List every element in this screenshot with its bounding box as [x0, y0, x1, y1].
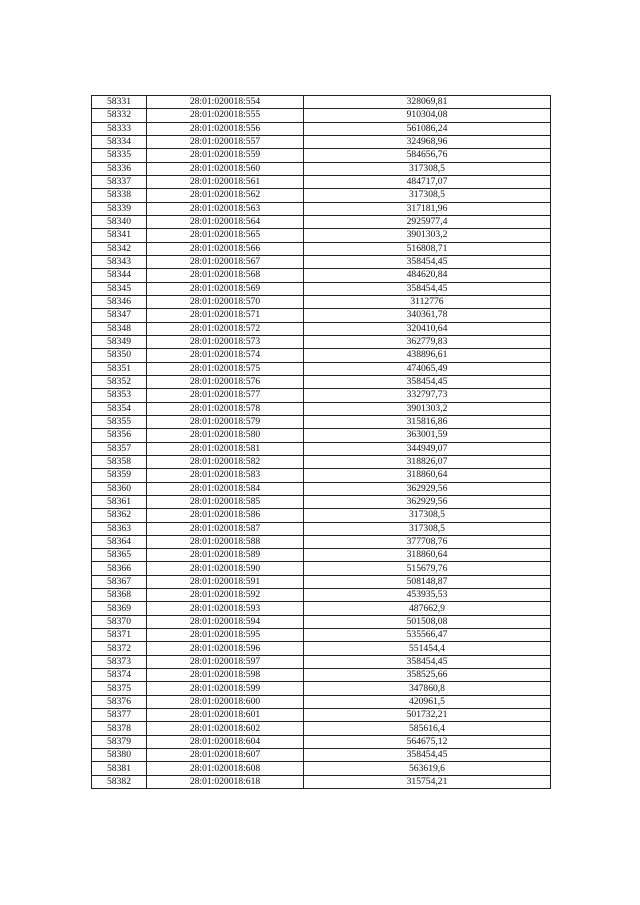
value-cell: 318860,64	[304, 469, 551, 482]
table-row	[92, 642, 551, 655]
table-row	[92, 135, 551, 148]
value-cell: 320410,64	[304, 322, 551, 335]
table-row	[92, 322, 551, 335]
table-row	[92, 96, 551, 109]
cadastral-number-cell: 28:01:020018:618	[147, 775, 304, 788]
table-row	[92, 375, 551, 388]
row-number-cell: 58350	[92, 349, 147, 362]
value-cell: 585616,4	[304, 722, 551, 735]
value-cell: 344949,07	[304, 442, 551, 455]
value-cell: 501732,21	[304, 709, 551, 722]
cadastral-number-cell: 28:01:020018:586	[147, 509, 304, 522]
value-cell: 535566,47	[304, 629, 551, 642]
row-number-cell: 58363	[92, 522, 147, 535]
cadastral-number-cell: 28:01:020018:593	[147, 602, 304, 615]
table-row	[92, 762, 551, 775]
row-number-cell: 58333	[92, 122, 147, 135]
table-row	[92, 509, 551, 522]
cadastral-number-cell: 28:01:020018:599	[147, 682, 304, 695]
row-number-cell: 58332	[92, 109, 147, 122]
row-number-cell: 58381	[92, 762, 147, 775]
value-cell: 910304,08	[304, 109, 551, 122]
table-row	[92, 575, 551, 588]
row-number-cell: 58357	[92, 442, 147, 455]
value-cell: 3901303,2	[304, 229, 551, 242]
cadastral-number-cell: 28:01:020018:579	[147, 415, 304, 428]
table-row	[92, 482, 551, 495]
value-cell: 501508,08	[304, 615, 551, 628]
value-cell: 420961,5	[304, 695, 551, 708]
row-number-cell: 58342	[92, 242, 147, 255]
cadastral-number-cell: 28:01:020018:556	[147, 122, 304, 135]
table-row	[92, 189, 551, 202]
table-row	[92, 242, 551, 255]
table-row	[92, 175, 551, 188]
value-cell: 584656,76	[304, 149, 551, 162]
row-number-cell: 58345	[92, 282, 147, 295]
value-cell: 358454,45	[304, 375, 551, 388]
row-number-cell: 58335	[92, 149, 147, 162]
table-row	[92, 535, 551, 548]
value-cell: 315754,21	[304, 775, 551, 788]
table-row	[92, 735, 551, 748]
table-row	[92, 349, 551, 362]
table-row	[92, 229, 551, 242]
row-number-cell: 58338	[92, 189, 147, 202]
cadastral-number-cell: 28:01:020018:576	[147, 375, 304, 388]
row-number-cell: 58375	[92, 682, 147, 695]
table-row	[92, 162, 551, 175]
table-row	[92, 122, 551, 135]
table-row	[92, 469, 551, 482]
row-number-cell: 58374	[92, 669, 147, 682]
table-row	[92, 149, 551, 162]
table-row	[92, 429, 551, 442]
value-cell: 453935,53	[304, 589, 551, 602]
table-row	[92, 655, 551, 668]
row-number-cell: 58365	[92, 549, 147, 562]
value-cell: 317308,5	[304, 522, 551, 535]
cadastral-number-cell: 28:01:020018:602	[147, 722, 304, 735]
table-row	[92, 415, 551, 428]
value-cell: 358454,45	[304, 749, 551, 762]
value-cell: 317308,5	[304, 162, 551, 175]
value-cell: 358454,45	[304, 255, 551, 268]
cadastral-number-cell: 28:01:020018:568	[147, 269, 304, 282]
cadastral-number-cell: 28:01:020018:594	[147, 615, 304, 628]
table-row	[92, 775, 551, 788]
table-row	[92, 695, 551, 708]
row-number-cell: 58370	[92, 615, 147, 628]
value-cell: 315816,86	[304, 415, 551, 428]
cadastral-number-cell: 28:01:020018:582	[147, 455, 304, 468]
row-number-cell: 58344	[92, 269, 147, 282]
cadastral-number-cell: 28:01:020018:574	[147, 349, 304, 362]
cadastral-number-cell: 28:01:020018:561	[147, 175, 304, 188]
row-number-cell: 58339	[92, 202, 147, 215]
table-row	[92, 269, 551, 282]
row-number-cell: 58378	[92, 722, 147, 735]
value-cell: 551454,4	[304, 642, 551, 655]
table-row	[92, 629, 551, 642]
table-row	[92, 455, 551, 468]
value-cell: 358525,66	[304, 669, 551, 682]
cadastral-number-cell: 28:01:020018:559	[147, 149, 304, 162]
value-cell: 318826,07	[304, 455, 551, 468]
cadastral-number-cell: 28:01:020018:607	[147, 749, 304, 762]
row-number-cell: 58377	[92, 709, 147, 722]
table-row	[92, 562, 551, 575]
table-body	[92, 96, 551, 789]
table-row	[92, 215, 551, 228]
row-number-cell: 58331	[92, 96, 147, 109]
table-row	[92, 402, 551, 415]
value-cell: 317308,5	[304, 509, 551, 522]
table-row	[92, 589, 551, 602]
row-number-cell: 58359	[92, 469, 147, 482]
value-cell: 516808,71	[304, 242, 551, 255]
cadastral-number-cell: 28:01:020018:554	[147, 96, 304, 109]
cadastral-number-cell: 28:01:020018:565	[147, 229, 304, 242]
value-cell: 438896,61	[304, 349, 551, 362]
cadastral-number-cell: 28:01:020018:572	[147, 322, 304, 335]
cadastral-number-cell: 28:01:020018:575	[147, 362, 304, 375]
row-number-cell: 58376	[92, 695, 147, 708]
value-cell: 561086,24	[304, 122, 551, 135]
table-row	[92, 295, 551, 308]
cadastral-number-cell: 28:01:020018:562	[147, 189, 304, 202]
value-cell: 363001,59	[304, 429, 551, 442]
table-row	[92, 669, 551, 682]
cadastral-number-cell: 28:01:020018:564	[147, 215, 304, 228]
row-number-cell: 58349	[92, 335, 147, 348]
cadastral-number-cell: 28:01:020018:573	[147, 335, 304, 348]
table-row	[92, 309, 551, 322]
cadastral-number-cell: 28:01:020018:588	[147, 535, 304, 548]
cadastral-number-cell: 28:01:020018:597	[147, 655, 304, 668]
value-cell: 358454,45	[304, 282, 551, 295]
value-cell: 564675,12	[304, 735, 551, 748]
row-number-cell: 58346	[92, 295, 147, 308]
value-cell: 377708,76	[304, 535, 551, 548]
cadastral-number-cell: 28:01:020018:583	[147, 469, 304, 482]
table-row	[92, 749, 551, 762]
cadastral-number-cell: 28:01:020018:596	[147, 642, 304, 655]
cadastral-number-cell: 28:01:020018:608	[147, 762, 304, 775]
row-number-cell: 58371	[92, 629, 147, 642]
value-cell: 3901303,2	[304, 402, 551, 415]
cadastral-number-cell: 28:01:020018:600	[147, 695, 304, 708]
table-row	[92, 109, 551, 122]
table-row	[92, 722, 551, 735]
cadastral-number-cell: 28:01:020018:560	[147, 162, 304, 175]
cadastral-number-cell: 28:01:020018:587	[147, 522, 304, 535]
cadastral-number-cell: 28:01:020018:584	[147, 482, 304, 495]
cadastral-number-cell: 28:01:020018:569	[147, 282, 304, 295]
cadastral-number-cell: 28:01:020018:601	[147, 709, 304, 722]
cadastral-value-table	[91, 95, 551, 789]
row-number-cell: 58366	[92, 562, 147, 575]
row-number-cell: 58379	[92, 735, 147, 748]
cadastral-number-cell: 28:01:020018:595	[147, 629, 304, 642]
value-cell: 317308,5	[304, 189, 551, 202]
cadastral-number-cell: 28:01:020018:592	[147, 589, 304, 602]
table-row	[92, 335, 551, 348]
value-cell: 487662,9	[304, 602, 551, 615]
value-cell: 515679,76	[304, 562, 551, 575]
table-row	[92, 709, 551, 722]
value-cell: 563619,6	[304, 762, 551, 775]
value-cell: 317181,96	[304, 202, 551, 215]
table-row	[92, 495, 551, 508]
table-row	[92, 442, 551, 455]
row-number-cell: 58356	[92, 429, 147, 442]
value-cell: 3112776	[304, 295, 551, 308]
cadastral-number-cell: 28:01:020018:571	[147, 309, 304, 322]
row-number-cell: 58360	[92, 482, 147, 495]
table-row	[92, 549, 551, 562]
value-cell: 508148,87	[304, 575, 551, 588]
row-number-cell: 58340	[92, 215, 147, 228]
cadastral-number-cell: 28:01:020018:590	[147, 562, 304, 575]
cadastral-number-cell: 28:01:020018:581	[147, 442, 304, 455]
row-number-cell: 58354	[92, 402, 147, 415]
value-cell: 362929,56	[304, 482, 551, 495]
value-cell: 362779,83	[304, 335, 551, 348]
row-number-cell: 58343	[92, 255, 147, 268]
row-number-cell: 58336	[92, 162, 147, 175]
table-row	[92, 282, 551, 295]
row-number-cell: 58368	[92, 589, 147, 602]
row-number-cell: 58334	[92, 135, 147, 148]
value-cell: 358454,45	[304, 655, 551, 668]
cadastral-number-cell: 28:01:020018:557	[147, 135, 304, 148]
row-number-cell: 58351	[92, 362, 147, 375]
cadastral-number-cell: 28:01:020018:570	[147, 295, 304, 308]
row-number-cell: 58362	[92, 509, 147, 522]
table-row	[92, 602, 551, 615]
value-cell: 347860,8	[304, 682, 551, 695]
cadastral-number-cell: 28:01:020018:555	[147, 109, 304, 122]
value-cell: 474065,49	[304, 362, 551, 375]
row-number-cell: 58372	[92, 642, 147, 655]
table-row	[92, 522, 551, 535]
table-row	[92, 202, 551, 215]
row-number-cell: 58347	[92, 309, 147, 322]
value-cell: 362929,56	[304, 495, 551, 508]
cadastral-number-cell: 28:01:020018:563	[147, 202, 304, 215]
row-number-cell: 58353	[92, 389, 147, 402]
row-number-cell: 58382	[92, 775, 147, 788]
row-number-cell: 58337	[92, 175, 147, 188]
table-row	[92, 255, 551, 268]
value-cell: 2925977,4	[304, 215, 551, 228]
table-row	[92, 682, 551, 695]
row-number-cell: 58361	[92, 495, 147, 508]
cadastral-number-cell: 28:01:020018:578	[147, 402, 304, 415]
value-cell: 328069,81	[304, 96, 551, 109]
row-number-cell: 58364	[92, 535, 147, 548]
value-cell: 484620,84	[304, 269, 551, 282]
row-number-cell: 58341	[92, 229, 147, 242]
table-row	[92, 389, 551, 402]
value-cell: 484717,07	[304, 175, 551, 188]
cadastral-number-cell: 28:01:020018:598	[147, 669, 304, 682]
cadastral-number-cell: 28:01:020018:580	[147, 429, 304, 442]
value-cell: 332797,73	[304, 389, 551, 402]
cadastral-number-cell: 28:01:020018:589	[147, 549, 304, 562]
table-row	[92, 362, 551, 375]
row-number-cell: 58358	[92, 455, 147, 468]
row-number-cell: 58367	[92, 575, 147, 588]
value-cell: 318860,64	[304, 549, 551, 562]
value-cell: 324968,96	[304, 135, 551, 148]
value-cell: 340361,78	[304, 309, 551, 322]
row-number-cell: 58373	[92, 655, 147, 668]
row-number-cell: 58355	[92, 415, 147, 428]
row-number-cell: 58348	[92, 322, 147, 335]
cadastral-number-cell: 28:01:020018:591	[147, 575, 304, 588]
cadastral-number-cell: 28:01:020018:566	[147, 242, 304, 255]
row-number-cell: 58380	[92, 749, 147, 762]
row-number-cell: 58352	[92, 375, 147, 388]
table-row	[92, 615, 551, 628]
cadastral-number-cell: 28:01:020018:577	[147, 389, 304, 402]
cadastral-number-cell: 28:01:020018:604	[147, 735, 304, 748]
row-number-cell: 58369	[92, 602, 147, 615]
cadastral-number-cell: 28:01:020018:585	[147, 495, 304, 508]
cadastral-number-cell: 28:01:020018:567	[147, 255, 304, 268]
